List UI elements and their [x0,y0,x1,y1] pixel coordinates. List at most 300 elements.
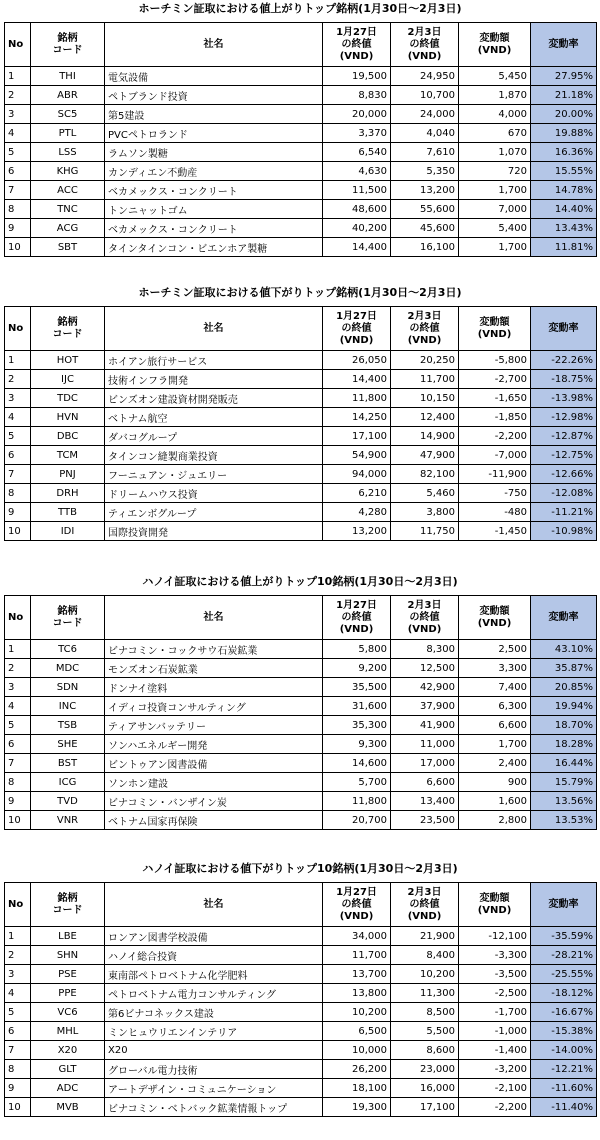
close-jan27: 14,400 [323,370,391,389]
stock-code: VC6 [31,1003,105,1022]
table-row [5,735,597,754]
change-amount: 2,400 [459,754,531,773]
stock-code: X20 [31,1041,105,1060]
stock-code: SHE [31,735,105,754]
table-row [5,792,597,811]
stock-code: GLT [31,1060,105,1079]
header-close-feb3-text: (VND) [407,50,442,62]
close-feb3: 37,900 [391,697,459,716]
change-amount: 670 [459,124,531,143]
company-name: アートデザイン・コミュニケーション [105,1079,323,1098]
change-rate: 21.18% [531,86,597,105]
header-change-rate [531,307,597,351]
header-code-text: コード [52,44,83,56]
close-feb3: 16,000 [391,1079,459,1098]
stock-code: TVD [31,792,105,811]
change-rate: 13.43% [531,219,597,238]
close-jan27: 10,200 [323,1003,391,1022]
table-row [5,697,597,716]
company-name: 第6ビナコネックス建設 [105,1003,323,1022]
row-number: 8 [5,484,31,503]
row-number: 9 [5,219,31,238]
change-amount: -2,100 [459,1079,531,1098]
header-change-rate [531,596,597,640]
company-name: モンズオン石炭鉱業 [105,659,323,678]
change-rate: 19.88% [531,124,597,143]
change-rate: -18.12% [531,984,597,1003]
change-amount: -3,300 [459,946,531,965]
section-hnx-gainers [0,573,600,828]
table-row [5,370,597,389]
header-no-text: No [8,38,24,50]
close-feb3: 5,460 [391,484,459,503]
close-jan27: 11,800 [323,389,391,408]
header-change-rate [531,23,597,67]
close-feb3: 12,500 [391,659,459,678]
table-row [5,162,597,181]
change-rate: 19.94% [531,697,597,716]
company-name: 第5建設 [105,105,323,124]
close-jan27: 20,700 [323,811,391,830]
company-name: ドリームハウス投資 [105,484,323,503]
change-rate: -12.21% [531,1060,597,1079]
change-amount: 1,870 [459,86,531,105]
change-amount: 7,000 [459,200,531,219]
header-code-text: コード [52,328,83,340]
header-change-amount [459,307,531,351]
change-rate: 27.95% [531,67,597,86]
row-number: 7 [5,1041,31,1060]
close-jan27: 48,600 [323,200,391,219]
row-number: 4 [5,124,31,143]
close-jan27: 11,700 [323,946,391,965]
row-number: 8 [5,200,31,219]
stock-code: VNR [31,811,105,830]
change-rate: -11.40% [531,1098,597,1117]
header-change-rate-text: 変動率 [548,38,579,50]
change-rate: 16.36% [531,143,597,162]
change-rate: -22.26% [531,351,597,370]
close-jan27: 19,500 [323,67,391,86]
section-title: ハノイ証取における値上がりトップ10銘柄(1月30日～2月3日) [142,575,458,588]
stock-code: HVN [31,408,105,427]
close-jan27: 40,200 [323,219,391,238]
close-feb3: 8,400 [391,946,459,965]
company-name: 技術インフラ開発 [105,370,323,389]
header-close-jan27 [323,596,391,640]
table-row [5,67,597,86]
row-number: 6 [5,735,31,754]
change-amount: -3,200 [459,1060,531,1079]
header-close-jan27-text: の終値 [341,322,372,334]
table-row [5,659,597,678]
header-change-rate-text: 変動率 [548,322,579,334]
close-jan27: 31,600 [323,697,391,716]
table-row [5,351,597,370]
row-number: 7 [5,754,31,773]
close-feb3: 11,000 [391,735,459,754]
stock-code: ADC [31,1079,105,1098]
table-row [5,1079,597,1098]
change-rate: 18.28% [531,735,597,754]
change-amount: -5,800 [459,351,531,370]
stock-code: KHG [31,162,105,181]
close-jan27: 8,830 [323,86,391,105]
company-name: X20 [105,1041,323,1060]
header-close-jan27-text: (VND) [339,50,374,62]
change-rate: -11.60% [531,1079,597,1098]
row-number: 3 [5,965,31,984]
header-name [105,23,323,67]
section-hnx-losers [0,860,600,1115]
close-feb3: 13,400 [391,792,459,811]
change-rate: 43.10% [531,640,597,659]
company-name: ダバコグループ [105,427,323,446]
table-row [5,86,597,105]
change-rate: -12.75% [531,446,597,465]
header-change-amount [459,883,531,927]
header-code-text: コード [52,617,83,629]
change-amount: 6,300 [459,697,531,716]
change-rate: -12.66% [531,465,597,484]
close-jan27: 17,100 [323,427,391,446]
header-close-feb3-text: 2月3日 [407,310,442,322]
company-name: ペトロベトナム電力コンサルティング [105,984,323,1003]
company-name: グローバル電力技術 [105,1060,323,1079]
close-feb3: 8,500 [391,1003,459,1022]
stock-code: SBT [31,238,105,257]
header-code-text: 銘柄 [57,32,78,44]
close-feb3: 8,600 [391,1041,459,1060]
stock-code: BST [31,754,105,773]
company-name: タインコン縫製商業投資 [105,446,323,465]
table-row [5,200,597,219]
company-name: ビントゥアン図書設備 [105,754,323,773]
header-change-rate-text: 変動率 [548,898,579,910]
row-number: 1 [5,67,31,86]
header-close-feb3-text: (VND) [407,334,442,346]
close-jan27: 35,300 [323,716,391,735]
header-close-jan27-text: 1月27日 [336,599,377,611]
stock-code: TTB [31,503,105,522]
close-feb3: 21,900 [391,927,459,946]
row-number: 10 [5,522,31,541]
header-close-jan27-text: 1月27日 [336,26,377,38]
section-title: ハノイ証取における値下がりトップ10銘柄(1月30日～2月3日) [142,862,458,875]
company-name: 国際投資開発 [105,522,323,541]
stock-code: ACG [31,219,105,238]
section-hose-losers [0,284,600,539]
close-feb3: 17,100 [391,1098,459,1117]
row-number: 4 [5,697,31,716]
row-number: 1 [5,927,31,946]
company-name: ホイアン旅行サービス [105,351,323,370]
company-name: ベトナム航空 [105,408,323,427]
table-row [5,446,597,465]
stock-code: ABR [31,86,105,105]
header-close-jan27-text: (VND) [339,910,374,922]
stock-code: MVB [31,1098,105,1117]
row-number: 6 [5,1022,31,1041]
header-close-feb3-text: の終値 [409,611,440,623]
change-rate: 16.44% [531,754,597,773]
header-close-feb3-text: の終値 [409,38,440,50]
close-jan27: 14,400 [323,238,391,257]
header-close-feb3-text: の終値 [409,322,440,334]
change-rate: 11.81% [531,238,597,257]
close-jan27: 9,200 [323,659,391,678]
close-jan27: 9,300 [323,735,391,754]
company-name: イディコ投資コンサルティング [105,697,323,716]
row-number: 5 [5,143,31,162]
company-name: 電気設備 [105,67,323,86]
change-amount: -2,700 [459,370,531,389]
row-number: 9 [5,1079,31,1098]
header-name-text: 社名 [203,898,224,910]
close-feb3: 10,700 [391,86,459,105]
table-row [5,773,597,792]
header-code [31,307,105,351]
row-number: 2 [5,946,31,965]
change-amount: 6,600 [459,716,531,735]
header-row [5,883,597,927]
section-title: ホーチミン証取における値上がりトップ銘柄(1月30日～2月3日) [138,2,462,15]
header-close-feb3-text: 2月3日 [407,886,442,898]
company-name: ビナコミン・バンザイン炭 [105,792,323,811]
row-number: 3 [5,389,31,408]
close-jan27: 20,000 [323,105,391,124]
header-close-feb3-text: 2月3日 [407,599,442,611]
change-amount: 1,700 [459,238,531,257]
change-amount: 1,600 [459,792,531,811]
company-name: ミンヒュウリエンインテリア [105,1022,323,1041]
header-code [31,596,105,640]
header-no-text: No [8,898,24,910]
close-jan27: 6,540 [323,143,391,162]
close-jan27: 34,000 [323,927,391,946]
change-rate: -15.38% [531,1022,597,1041]
close-feb3: 10,200 [391,965,459,984]
stock-code: SC5 [31,105,105,124]
change-amount: 1,700 [459,181,531,200]
close-jan27: 4,630 [323,162,391,181]
header-code-text: 銘柄 [57,316,78,328]
stock-code: SDN [31,678,105,697]
company-name: ドンナイ塗料 [105,678,323,697]
header-change-amount-text: 変動額 [479,316,510,328]
change-rate: -12.08% [531,484,597,503]
table-row [5,927,597,946]
stock-code: PSE [31,965,105,984]
company-name: カンディエン不動産 [105,162,323,181]
row-number: 10 [5,238,31,257]
header-row [5,23,597,67]
header-name [105,307,323,351]
stock-code: LSS [31,143,105,162]
header-change-amount-text: (VND) [477,328,512,340]
close-jan27: 13,700 [323,965,391,984]
header-close-jan27-text: の終値 [341,611,372,623]
stock-code: MDC [31,659,105,678]
close-jan27: 19,300 [323,1098,391,1117]
close-jan27: 4,280 [323,503,391,522]
header-change-amount [459,596,531,640]
row-number: 8 [5,1060,31,1079]
header-change-amount [459,23,531,67]
table-row [5,640,597,659]
table-row [5,1041,597,1060]
change-rate: -16.67% [531,1003,597,1022]
change-amount: -2,200 [459,427,531,446]
table-row [5,678,597,697]
change-amount: 2,500 [459,640,531,659]
header-change-rate [531,883,597,927]
change-rate: 14.78% [531,181,597,200]
close-feb3: 47,900 [391,446,459,465]
change-amount: 1,070 [459,143,531,162]
company-name: ビナコミン・ベトバック鉱業情報トップ [105,1098,323,1117]
close-jan27: 18,100 [323,1079,391,1098]
row-number: 5 [5,716,31,735]
table-row [5,1098,597,1117]
close-feb3: 10,150 [391,389,459,408]
stock-code: PPE [31,984,105,1003]
header-close-jan27-text: (VND) [339,334,374,346]
close-feb3: 4,040 [391,124,459,143]
change-amount: -2,500 [459,984,531,1003]
header-name [105,883,323,927]
table-row [5,1003,597,1022]
close-feb3: 11,700 [391,370,459,389]
close-jan27: 11,500 [323,181,391,200]
table-row [5,181,597,200]
change-amount: 7,400 [459,678,531,697]
change-amount: 900 [459,773,531,792]
change-amount: -1,000 [459,1022,531,1041]
header-close-jan27-text: 1月27日 [336,886,377,898]
header-change-amount-text: (VND) [477,617,512,629]
row-number: 10 [5,1098,31,1117]
change-amount: -480 [459,503,531,522]
stock-code: IDI [31,522,105,541]
stock-code: PNJ [31,465,105,484]
change-rate: -18.75% [531,370,597,389]
company-name: ビンズオン建設資材開発販売 [105,389,323,408]
row-number: 8 [5,773,31,792]
company-name: ベトナム国家再保険 [105,811,323,830]
change-rate: -12.87% [531,427,597,446]
company-name: ベカメックス・コンクリート [105,181,323,200]
row-number: 3 [5,105,31,124]
stock-code: TSB [31,716,105,735]
stock-table [4,306,597,541]
header-close-feb3-text: (VND) [407,623,442,635]
close-jan27: 6,210 [323,484,391,503]
close-feb3: 12,400 [391,408,459,427]
header-name-text: 社名 [203,611,224,623]
stock-code: INC [31,697,105,716]
header-name [105,596,323,640]
change-amount: -11,900 [459,465,531,484]
company-name: タインタインコン・ビエンホア製糖 [105,238,323,257]
header-close-feb3-text: 2月3日 [407,26,442,38]
stock-code: TNC [31,200,105,219]
header-no [5,883,31,927]
company-name: ソンホン建設 [105,773,323,792]
row-number: 6 [5,446,31,465]
change-rate: -28.21% [531,946,597,965]
close-feb3: 41,900 [391,716,459,735]
row-number: 10 [5,811,31,830]
close-feb3: 14,900 [391,427,459,446]
change-rate: -10.98% [531,522,597,541]
stock-code: TC6 [31,640,105,659]
stock-code: IJC [31,370,105,389]
company-name: ロンアン図書学校設備 [105,927,323,946]
company-name: ペトブランド投資 [105,86,323,105]
change-rate: -14.00% [531,1041,597,1060]
close-feb3: 55,600 [391,200,459,219]
close-jan27: 13,200 [323,522,391,541]
table-row [5,1060,597,1079]
table-row [5,946,597,965]
change-rate: 14.40% [531,200,597,219]
change-rate: 15.55% [531,162,597,181]
close-jan27: 14,250 [323,408,391,427]
row-number: 5 [5,427,31,446]
company-name: ラムソン製糖 [105,143,323,162]
company-name: ハノイ総合投資 [105,946,323,965]
section-hose-gainers [0,0,600,255]
row-number: 2 [5,86,31,105]
close-feb3: 82,100 [391,465,459,484]
company-name: ベカメックス・コンクリート [105,219,323,238]
close-feb3: 16,100 [391,238,459,257]
header-close-feb3 [391,307,459,351]
header-change-rate-text: 変動率 [548,611,579,623]
row-number: 3 [5,678,31,697]
header-code-text: 銘柄 [57,605,78,617]
close-jan27: 3,370 [323,124,391,143]
row-number: 4 [5,984,31,1003]
header-close-jan27 [323,23,391,67]
header-change-amount-text: 変動額 [479,605,510,617]
row-number: 1 [5,351,31,370]
header-close-feb3 [391,23,459,67]
change-amount: -2,200 [459,1098,531,1117]
change-rate: 13.53% [531,811,597,830]
close-jan27: 13,800 [323,984,391,1003]
table-row [5,716,597,735]
close-feb3: 17,000 [391,754,459,773]
change-rate: -35.59% [531,927,597,946]
table-row [5,427,597,446]
table-row [5,522,597,541]
header-code [31,883,105,927]
change-amount: -1,650 [459,389,531,408]
row-number: 2 [5,370,31,389]
row-number: 1 [5,640,31,659]
header-close-jan27-text: 1月27日 [336,310,377,322]
close-feb3: 24,950 [391,67,459,86]
table-row [5,984,597,1003]
stock-table [4,595,597,830]
table-row [5,408,597,427]
header-no [5,307,31,351]
header-change-amount-text: 変動額 [479,892,510,904]
change-amount: -1,850 [459,408,531,427]
change-amount: -7,000 [459,446,531,465]
